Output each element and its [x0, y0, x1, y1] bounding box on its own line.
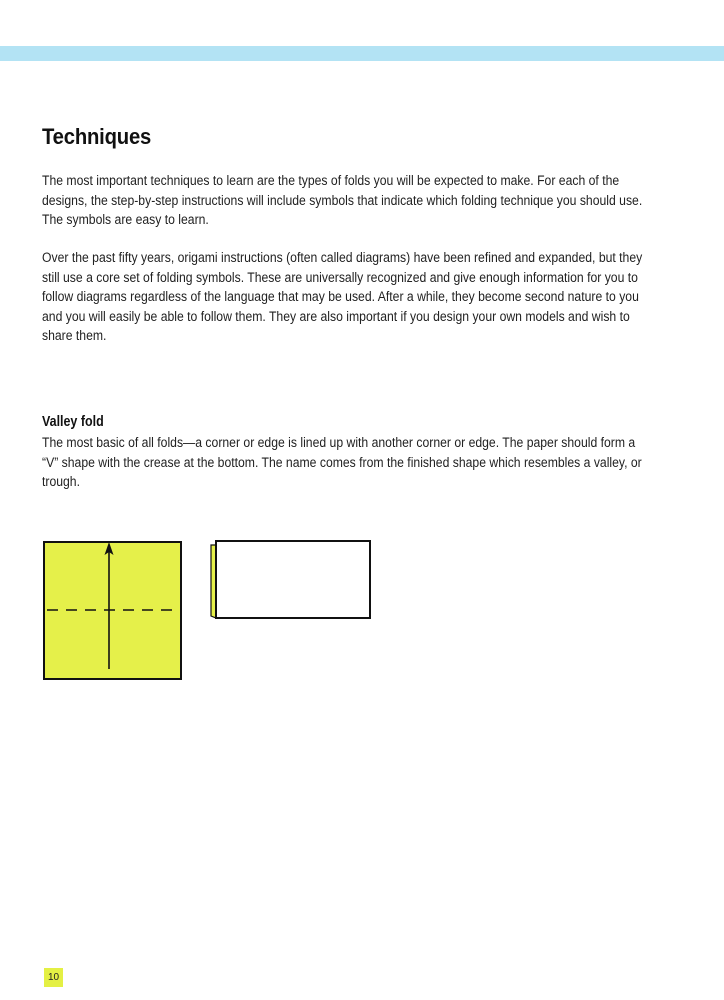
valley-fold-heading: Valley fold: [42, 414, 104, 430]
intro-paragraph: The most important techniques to learn are the types of folds you will be expected to make. For each of the designs, the step-by-step instructions will include symbols that indicate which folding technique you should use. The symbols are easy to learn.: [42, 173, 643, 229]
page-number: 10: [44, 968, 63, 987]
history-paragraph: Over the past fifty years, origami instructions (often called diagrams) have been refined and expanded, but they still use a core set of folding symbols. These are universally recognized and give enough information for you to follow diagrams regardless of the language that may be used. After a while, they become second nature to you and you will easily be able to follow them. They are also important if you design your own models and wish to share them.: [42, 250, 643, 345]
valley-fold-description: The most basic of all folds—a corner or edge is lined up with another corner or edge. The paper should form a “V” shape with the crease at the bottom. The name comes from the finished shape which resembles a valley, or trough.: [42, 435, 642, 491]
folded-paper-front: [216, 541, 370, 618]
valley-fold-step-2: [211, 541, 370, 618]
page-title: Techniques: [42, 124, 152, 149]
valley-fold-step-1: [44, 542, 181, 679]
valley-fold-diagram: [40, 532, 380, 682]
top-decorative-band: [0, 46, 724, 61]
